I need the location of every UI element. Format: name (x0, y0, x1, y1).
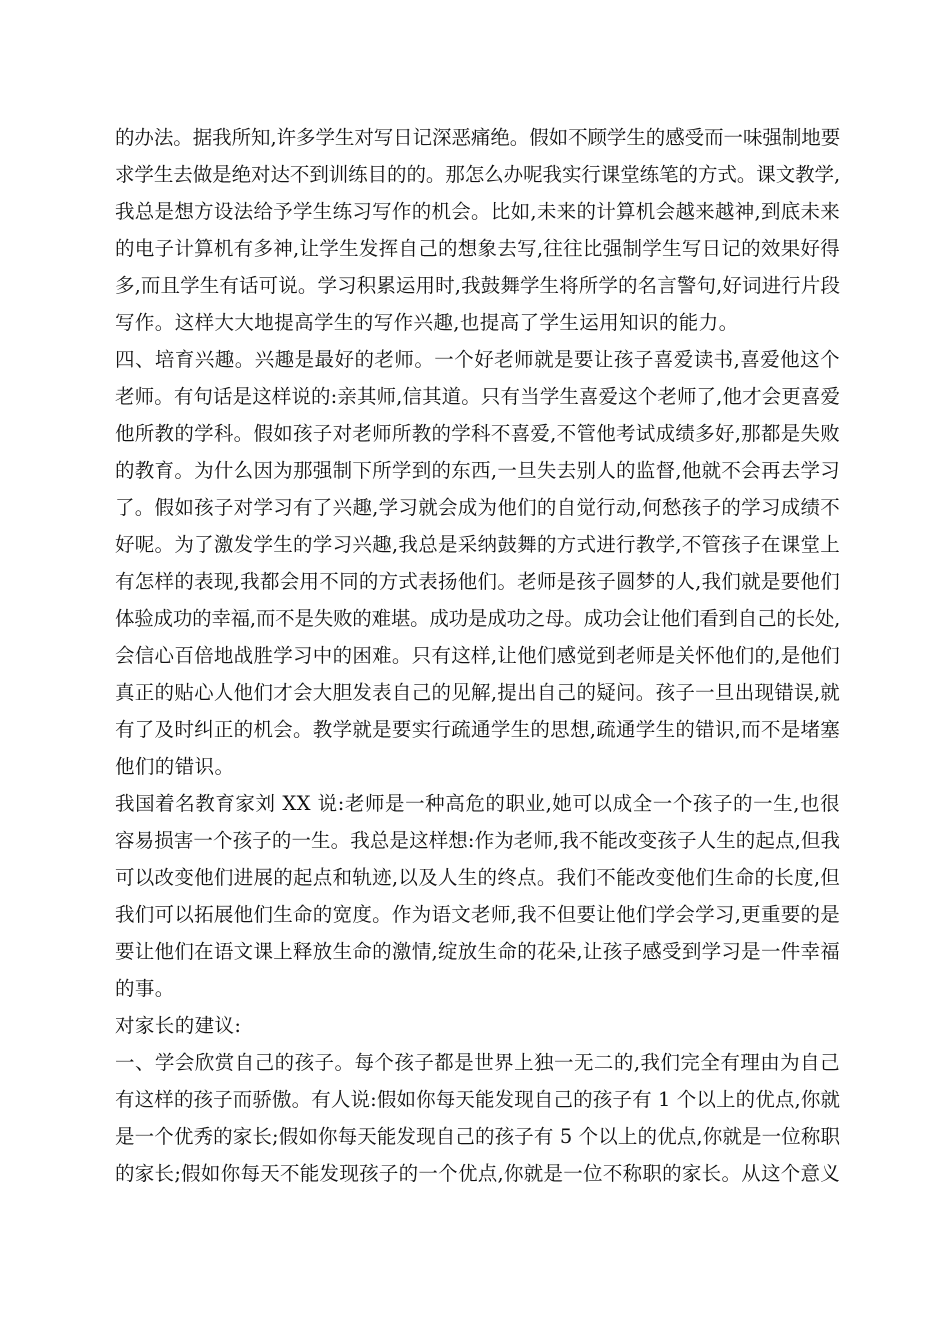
text-line: 有怎样的表现,我都会用不同的方式表扬他们。老师是孩子圆梦的人,我们就是要他们 (115, 570, 840, 593)
text-line: 老师。有句话是这样说的:亲其师,信其道。只有当学生喜爱这个老师了,他才会更喜爱 (115, 385, 840, 408)
text-line: 体验成功的幸福,而不是失败的难堪。成功是成功之母。成功会让他们看到自己的长处, (115, 607, 840, 630)
text-line: 我们可以拓展他们生命的宽度。作为语文老师,我不但要让他们学会学习,更重要的是 (115, 903, 840, 926)
text-line: 求学生去做是绝对达不到训练目的的。那怎么办呢我实行课堂练笔的方式。课文教学, (115, 163, 840, 186)
text-line: 他们的错识。 (115, 755, 235, 778)
text-line: 的事。 (115, 977, 175, 1000)
text-line: 的教育。为什么因为那强制下所学到的东西,一旦失去别人的监督,他就不会再去学习 (115, 459, 840, 482)
text-line: 对家长的建议: (115, 1014, 242, 1037)
text-line: 多,而且学生有话可说。学习积累运用时,我鼓舞学生将所学的名言警句,好词进行片段 (115, 274, 840, 297)
text-line: 可以改变他们进展的起点和轨迹,以及人生的终点。我们不能改变他们生命的长度,但 (115, 866, 840, 889)
text-line: 了。假如孩子对学习有了兴趣,学习就会成为他们的自觉行动,何愁孩子的学习成绩不 (115, 496, 840, 519)
text-line: 有这样的孩子而骄傲。有人说:假如你每天能发现自己的孩子有 1 个以上的优点,你就 (115, 1088, 840, 1111)
text-line: 我国着名教育家刘 XX 说:老师是一种高危的职业,她可以成全一个孩子的一生,也很 (115, 792, 840, 815)
text-line: 的家长;假如你每天不能发现孩子的一个优点,你就是一位不称职的家长。从这个意义 (115, 1162, 840, 1185)
text-line: 写作。这样大大地提高学生的写作兴趣,也提高了学生运用知识的能力。 (115, 311, 739, 334)
text-line: 是一个优秀的家长;假如你每天能发现自己的孩子有 5 个以上的优点,你就是一位称职 (115, 1125, 840, 1148)
text-line: 他所教的学科。假如孩子对老师所教的学科不喜爱,不管他考试成绩多好,那都是失败 (115, 422, 840, 445)
text-line: 容易损害一个孩子的一生。我总是这样想:作为老师,我不能改变孩子人生的起点,但我 (115, 829, 840, 852)
text-line: 四、培育兴趣。兴趣是最好的老师。一个好老师就是要让孩子喜爱读书,喜爱他这个 (115, 348, 840, 371)
text-line: 有了及时纠正的机会。教学就是要实行疏通学生的思想,疏通学生的错识,而不是堵塞 (115, 718, 840, 741)
text-line: 我总是想方设法给予学生练习写作的机会。比如,未来的计算机会越来越神,到底未来 (115, 200, 840, 223)
text-line: 一、学会欣赏自己的孩子。每个孩子都是世界上独一无二的,我们完全有理由为自己 (115, 1051, 840, 1074)
text-line: 的电子计算机有多神,让学生发挥自己的想象去写,往往比强制学生写日记的效果好得 (115, 237, 840, 260)
text-line: 真正的贴心人他们才会大胆发表自己的见解,提出自己的疑问。孩子一旦出现错误,就 (115, 681, 840, 704)
text-line: 好呢。为了激发学生的学习兴趣,我总是采纳鼓舞的方式进行教学,不管孩子在课堂上 (115, 533, 840, 556)
text-line: 要让他们在语文课上释放生命的激情,绽放生命的花朵,让孩子感受到学习是一件幸福 (115, 940, 840, 963)
text-line: 会信心百倍地战胜学习中的困难。只有这样,让他们感觉到老师是关怀他们的,是他们 (115, 644, 840, 667)
text-line: 的办法。据我所知,许多学生对写日记深恶痛绝。假如不顾学生的感受而一味强制地要 (115, 126, 840, 149)
